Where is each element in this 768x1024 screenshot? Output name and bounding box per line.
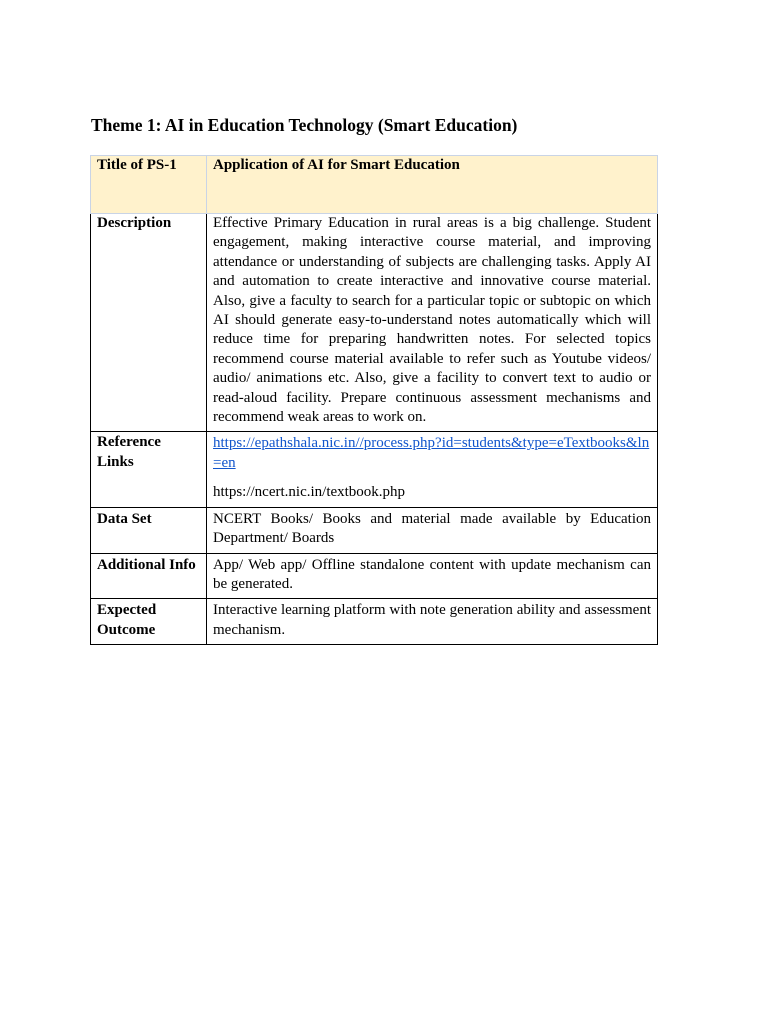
problem-statement-table [90,155,658,645]
description-value: Effective Primary Education in rural areas is a big challenge. Student engagement, making interactive course material, and improving attendance or understanding of subjects are challenging tasks. Apply AI and automation to create interactive and innovative course material. Also, give a faculty to search for a particular topic or subtopic on which AI should generate easy-to-understand notes automatically which will reduce time for preparing handwritten notes. For selected topics recommend course material available to refer such as Youtube videos/ audio/ animations etc. Also, give a facility to convert text to audio or read-aloud facility. Prepare continuous assessment mechanisms and recommend weak areas to work on. [207,214,658,432]
table-row-description [91,214,658,432]
additional-info-label: Additional Info [91,553,207,599]
expected-outcome-value: Interactive learning platform with note generation ability and assessment mechanism. [207,599,658,645]
title-value: Application of AI for Smart Education [207,156,658,214]
description-label: Description [91,214,207,432]
additional-info-value: App/ Web app/ Offline standalone content with update mechanism can be generated. [207,553,658,599]
table-row-additional-info [91,553,658,599]
table-row-expected-outcome [91,599,658,645]
reference-links-label: Reference Links [91,432,207,507]
data-set-label: Data Set [91,507,207,553]
theme-heading: Theme 1: AI in Education Technology (Smart Education) [91,115,518,135]
table-row-reference-links [91,432,658,507]
table-row-title [91,156,658,214]
data-set-value: NCERT Books/ Books and material made available by Education Department/ Boards [207,507,658,553]
expected-outcome-label: Expected Outcome [91,599,207,645]
reference-links-value [207,432,658,507]
title-label: Title of PS-1 [91,156,207,214]
table-row-data-set [91,507,658,553]
ncert-link-text: https://ncert.nic.in/textbook.php [213,484,406,501]
epathshala-link[interactable]: https://epathshala.nic.in//process.php?id=students&type=eTextbooks&ln=en [213,435,650,471]
